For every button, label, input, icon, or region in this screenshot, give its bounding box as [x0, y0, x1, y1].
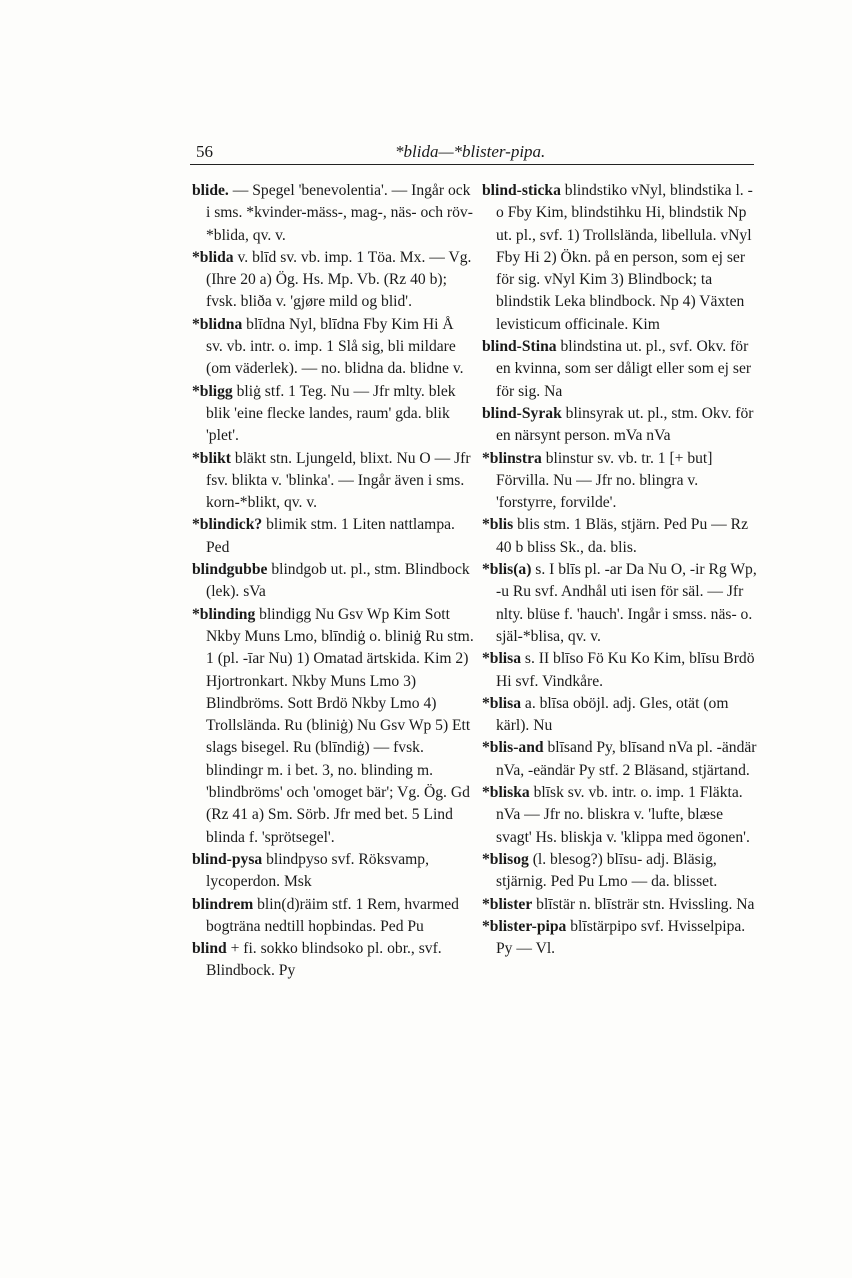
entry-definition: bläkt stn. Ljungeld, blixt. Nu O — Jfr fsv. blikta v. 'blinka'. — Ingår även i sms. korn-*blikt, qv. v.	[206, 449, 471, 512]
entry-definition: blin(d)räim stf. 1 Rem, hvarmed bogträna nedtill hopbindas. Ped Pu	[206, 895, 459, 935]
dictionary-entry	[482, 737, 758, 782]
entry-headword: blindrem	[192, 895, 254, 913]
entry-headword: *blister-pipa	[482, 917, 567, 935]
entry-headword: blind	[192, 940, 227, 958]
dictionary-entry	[482, 782, 758, 849]
entry-headword: *blister	[482, 895, 533, 913]
entry-definition: blindgob ut. pl., stm. Blindbock (lek). sVa	[206, 561, 470, 601]
dictionary-entry	[482, 693, 758, 738]
entry-definition: blindstina ut. pl., svf. Okv. för en kvinna, som ser dåligt eller som ej ser för sig. Na	[496, 338, 752, 400]
dictionary-entry	[192, 314, 474, 381]
entry-headword: *blikt	[192, 449, 231, 467]
page-number: 56	[196, 142, 213, 161]
entry-definition: blindstiko vNyl, blindstika l. -o Fby Kim, blindstihku Hi, blindstik Np ut. pl., svf. 1) Trollslända, libellula. vNyl Fby Hi 2) Ökn. på en person, som ej ser för sig. vNyl Kim 3) Blindbock; ta blindstik Leka blindbock. Np 4) Växten levisticum officinale. Kim	[496, 182, 753, 333]
dictionary-entry	[482, 849, 758, 894]
entry-definition: blīstärpipo svf. Hvisselpipa. Py — Vl.	[496, 917, 746, 958]
entry-definition: blinstur sv. vb. tr. 1 [+ but] Förvilla. Nu — Jfr no. blingra v. 'forstyrre, forvilde'.	[496, 449, 713, 512]
dictionary-entry	[192, 894, 474, 939]
page-header	[190, 140, 754, 165]
entry-headword: *blis	[482, 516, 514, 534]
dictionary-entry	[482, 514, 758, 559]
entry-definition: blis stm. 1 Bläs, stjärn. Ped Pu — Rz 40 b bliss Sk., da. blis.	[496, 516, 748, 556]
dictionary-entry	[482, 403, 758, 448]
dictionary-entry	[482, 916, 758, 961]
dictionary-entry	[482, 559, 758, 648]
entry-definition: + fi. sokko blindsoko pl. obr., svf. Blindbock. Py	[206, 940, 442, 980]
dictionary-entry	[192, 849, 474, 894]
right-column	[482, 180, 758, 960]
dictionary-entry	[192, 514, 474, 559]
entry-definition: s. II blīso Fö Ku Ko Kim, blīsu Brdö Hi svf. Vindkåre.	[496, 650, 755, 690]
entry-definition: blīdna Nyl, blīdna Fby Kim Hi Å sv. vb. intr. o. imp. 1 Slå sig, bli mildare (om väderlek). — no. blidna da. blidne v.	[206, 315, 464, 378]
entry-headword: blind-sticka	[482, 182, 561, 199]
dictionary-entry	[192, 938, 474, 983]
dictionary-entry	[192, 180, 474, 247]
entry-headword: blind-Syrak	[482, 404, 562, 422]
entry-headword: blind-Stina	[482, 338, 557, 356]
entry-headword: *blinstra	[482, 449, 542, 467]
dictionary-entry	[482, 648, 758, 693]
entry-headword: blind-pysa	[192, 850, 263, 868]
entry-definition: — Spegel 'benevolentia'. — Ingår ock i sms. *kvinder-mäss-, mag-, näs- och röv-*blida, qv. v.	[206, 182, 473, 244]
entry-headword: *blisa	[482, 694, 521, 712]
entry-definition: blīstär n. blīsträr stn. Hvissling. Na	[532, 895, 755, 913]
entry-headword: *blindick?	[192, 516, 263, 534]
entry-headword: *blisog	[482, 850, 529, 868]
entry-definition: blindpyso svf. Röksvamp, lycoperdon. Msk	[206, 850, 429, 891]
entry-definition: s. I blīs pl. -ar Da Nu O, -ir Rg Wp, -u Ru svf. Andhål uti isen för säl. — Jfr nlty. blüse f. 'hauch'. Ingår i smss. näs- o. själ-*blisa, qv. v.	[496, 561, 757, 645]
entry-headword: *bliska	[482, 784, 530, 802]
entry-headword: *blinding	[192, 605, 256, 623]
entry-definition: blīsk sv. vb. intr. o. imp. 1 Fläkta. nVa — Jfr no. bliskra v. 'lufte, blæse svagt' Hs. bliskja v. 'klippa med ögonen'.	[496, 784, 750, 846]
dictionary-entry	[192, 559, 474, 604]
entry-headword: *blida	[192, 248, 234, 266]
dictionary-entry	[192, 448, 474, 515]
running-head: *blida—*blister-pipa.	[395, 142, 546, 161]
left-column	[192, 180, 474, 983]
entry-definition: a. blīsa oböjl. adj. Gles, otät (om kärl). Nu	[496, 694, 729, 735]
dictionary-entry	[482, 336, 758, 403]
entry-headword: *blis(a)	[482, 561, 532, 579]
entry-definition: blīsand Py, blīsand nVa pl. -ändär nVa, -eändär Py stf. 2 Bläsand, stjärtand.	[496, 739, 757, 779]
entry-headword: *blisa	[482, 650, 521, 668]
entry-headword: *blis-and	[482, 739, 544, 757]
entry-definition: blindigg Nu Gsv Wp Kim Sott Nkby Muns Lmo, blīndiġ o. bliniġ Ru stm. 1 (pl. -īar Nu) 1) Omatad ärtskida. Kim 2) Hjortronkart. Nkby Muns Lmo 3) Blindbröms. Sott Brdö Nkby Lmo 4) Trollslända. Ru (bliniġ) Nu Gsv Wp 5) Ett slags bisegel. Ru (blīndiġ) — fvsk. blindingr m. i bet. 3, no. blinding m. 'blindbröms' och 'omoget bär'; Vg. Ög. Gd (Rz 41 a) Sm. Sörb. Jfr med bet. 5 Lind blinda f. 'sprötsegel'.	[206, 605, 474, 846]
entry-definition: blinsyrak ut. pl., stm. Okv. för en närsynt person. mVa nVa	[496, 404, 754, 445]
entry-definition: v. blīd sv. vb. imp. 1 Töa. Mx. — Vg. (Ihre 20 a) Ög. Hs. Mp. Vb. (Rz 40 b); fvsk. bliða v. 'gjøre mild og blid'.	[206, 248, 472, 311]
entry-headword: blindgubbe	[192, 561, 268, 579]
dictionary-entry	[482, 894, 758, 916]
dictionary-entry	[482, 448, 758, 515]
entry-headword: *blidna	[192, 315, 243, 333]
dictionary-entry	[192, 381, 474, 448]
entry-definition: bliġ stf. 1 Teg. Nu — Jfr mlty. blek blik 'eine flecke landes, raum' gda. blik 'plet'.	[206, 382, 456, 445]
entry-definition: (l. blesog?) blīsu- adj. Bläsig, stjärnig. Ped Pu Lmo — da. blisset.	[496, 850, 718, 891]
entry-headword: blide.	[192, 182, 229, 199]
dictionary-entry	[192, 247, 474, 314]
entry-definition: blimik stm. 1 Liten nattlampa. Ped	[206, 516, 455, 556]
dictionary-entry	[482, 180, 758, 336]
dictionary-entry	[192, 604, 474, 849]
entry-headword: *bligg	[192, 382, 233, 400]
